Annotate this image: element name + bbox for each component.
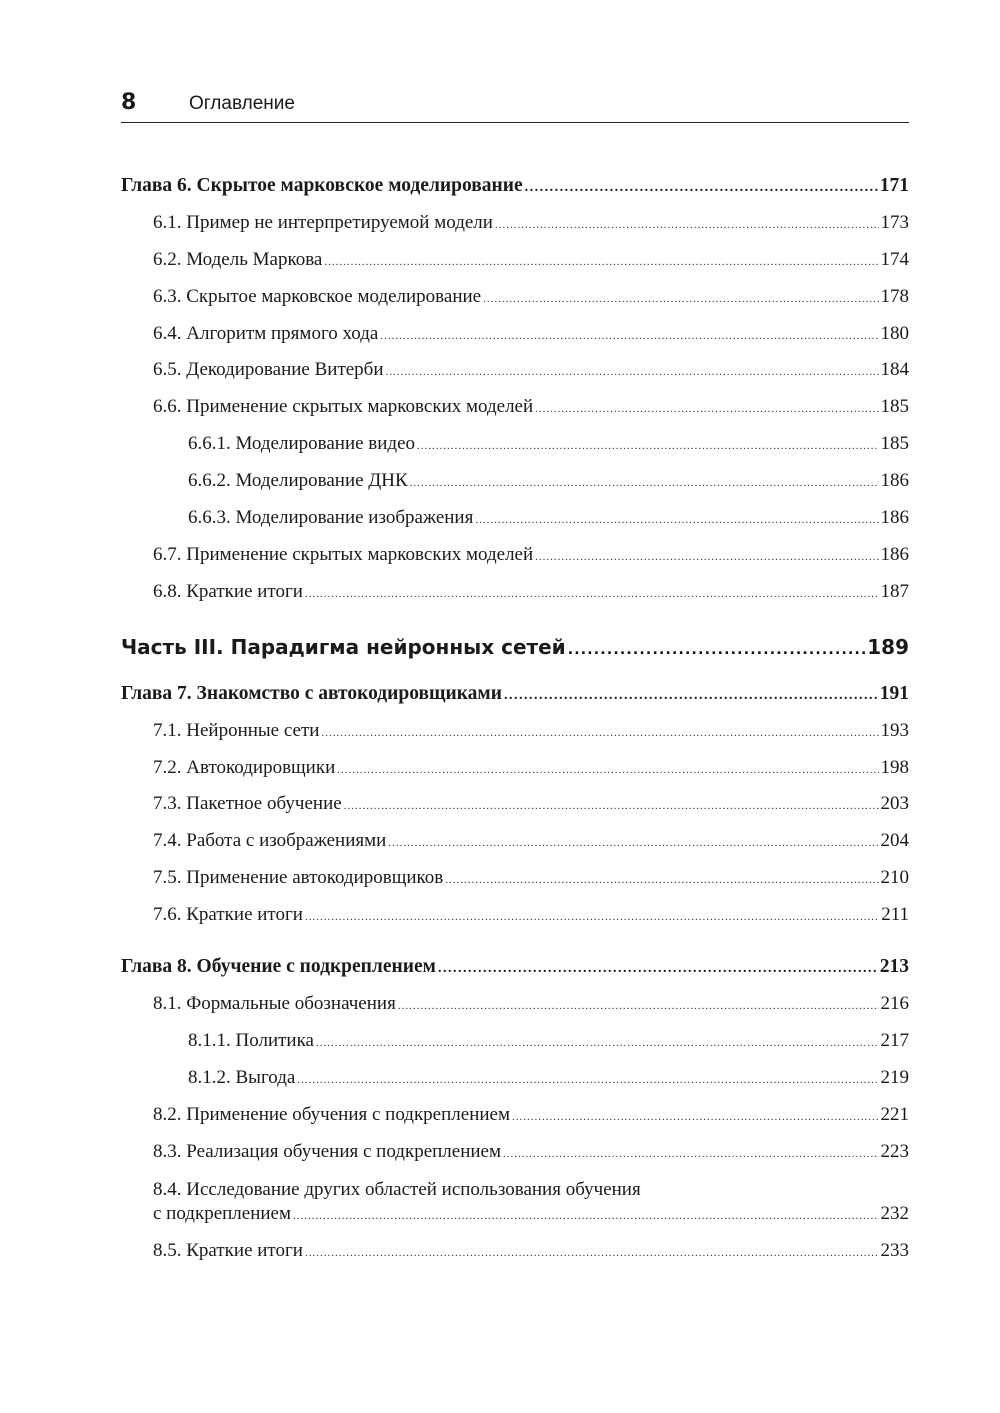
dot-leader <box>324 250 878 274</box>
dot-leader <box>305 582 879 606</box>
dot-leader <box>344 794 879 818</box>
toc-entry-page: 198 <box>880 757 909 778</box>
dot-leader <box>568 638 866 662</box>
toc-section-7-3[interactable] <box>121 792 909 818</box>
toc-entry-page: 233 <box>880 1240 909 1261</box>
toc-entry-label: 6.2. Модель Маркова <box>153 249 323 270</box>
running-title: Оглавление <box>189 93 295 114</box>
dot-leader <box>417 434 878 458</box>
toc-entry-page: 173 <box>880 212 909 233</box>
toc-entry-page: 223 <box>880 1141 909 1162</box>
toc-entry-page: 213 <box>879 956 909 977</box>
toc-entry-label: 6.1. Пример не интерпретируемой модели <box>153 212 493 233</box>
toc-entry-label: 7.1. Нейронные сети <box>153 720 320 741</box>
toc-subsection-8-1-1[interactable] <box>121 1029 909 1055</box>
toc-entry-label: 7.3. Пакетное обучение <box>153 793 342 814</box>
toc-entry-label: Глава 6. Скрытое марковское моделирование <box>121 175 523 196</box>
toc-section-7-4[interactable] <box>121 829 909 855</box>
toc-entry-label: 6.6.1. Моделирование видео <box>188 433 416 454</box>
toc-section-6-7[interactable] <box>121 543 909 569</box>
toc-entry-label: 6.6. Применение скрытых марковских моделей <box>153 396 534 417</box>
dot-leader <box>535 397 878 421</box>
toc-section-7-6[interactable] <box>121 903 909 929</box>
toc-section-6-4[interactable] <box>121 322 909 348</box>
toc-entry-label: 6.5. Декодирование Витерби <box>153 359 384 380</box>
toc-section-8-4[interactable] <box>121 1202 909 1228</box>
toc-section-7-5[interactable] <box>121 866 909 892</box>
toc-section-7-1[interactable] <box>121 719 909 745</box>
dot-leader <box>337 758 878 782</box>
toc-entry-label: 6.6.3. Моделирование изображения <box>188 507 474 528</box>
toc-entry-page: 174 <box>880 249 909 270</box>
toc-entry-label: 7.5. Применение автокодировщиков <box>153 867 444 888</box>
dot-leader <box>535 545 878 569</box>
toc-section-6-5[interactable] <box>121 358 909 384</box>
toc-section-8-2[interactable] <box>121 1103 909 1129</box>
toc-subsection-8-1-2[interactable] <box>121 1066 909 1092</box>
toc-entry-page: 191 <box>879 683 909 704</box>
toc-entry-label: 8.1.1. Политика <box>188 1030 314 1051</box>
dot-leader <box>398 994 879 1018</box>
toc-section-8-5[interactable] <box>121 1239 909 1265</box>
toc-chapter-6[interactable] <box>121 174 909 200</box>
dot-leader <box>297 1068 878 1092</box>
toc-entry-label: 8.2. Применение обучения с подкреплением <box>153 1104 510 1125</box>
toc-entry-page: 189 <box>867 635 909 659</box>
toc-entry-label: 7.4. Работа с изображениями <box>153 830 387 851</box>
toc-entry-page: 185 <box>880 433 909 454</box>
toc-section-6-1[interactable] <box>121 211 909 237</box>
toc-entry-page: 211 <box>881 904 909 925</box>
toc-entry-label: 8.3. Реализация обучения с подкреплением <box>153 1141 502 1162</box>
dot-leader <box>512 1105 879 1129</box>
dot-leader <box>525 176 878 200</box>
toc-chapter-7[interactable] <box>121 682 909 708</box>
toc-entry-page: 216 <box>880 993 909 1014</box>
toc-section-6-8[interactable] <box>121 580 909 606</box>
toc-section-6-6[interactable] <box>121 395 909 421</box>
toc-entry-label: 7.2. Автокодировщики <box>153 757 336 778</box>
toc-part-3[interactable] <box>121 635 909 662</box>
toc-section-8-3[interactable] <box>121 1140 909 1166</box>
dot-leader <box>386 360 879 384</box>
toc-section-7-2[interactable] <box>121 756 909 782</box>
dot-leader <box>503 1142 878 1166</box>
toc-entry-page: 187 <box>880 581 909 602</box>
toc-entry-page: 180 <box>880 323 909 344</box>
toc-entry-page: 232 <box>880 1203 909 1224</box>
toc-entry-page: 204 <box>880 830 909 851</box>
toc-entry-page: 185 <box>880 396 909 417</box>
toc-entry-label: 6.6.2. Моделирование ДНК <box>188 470 408 491</box>
toc-section-6-2[interactable] <box>121 248 909 274</box>
toc-chapter-8[interactable] <box>121 955 909 981</box>
dot-leader <box>438 957 878 981</box>
toc-entry-label: Глава 8. Обучение с подкреплением <box>121 956 436 977</box>
dot-leader <box>305 905 879 929</box>
dot-leader <box>305 1241 879 1265</box>
toc-entry-label: 6.3. Скрытое марковское моделирование <box>153 286 482 307</box>
dot-leader <box>495 213 879 237</box>
toc-entry-page: 221 <box>880 1104 909 1125</box>
toc-entry-page: 186 <box>880 507 909 528</box>
dot-leader <box>316 1031 879 1055</box>
dot-leader <box>483 287 878 311</box>
toc-section-6-3[interactable] <box>121 285 909 311</box>
toc-entry-page: 217 <box>880 1030 909 1051</box>
toc-section-8-4-line1[interactable]: 8.4. Исследование других областей использования обучения <box>153 1179 641 1200</box>
toc-entry-page: 203 <box>880 793 909 814</box>
toc-entry-page: 219 <box>880 1067 909 1088</box>
toc-entry-page: 210 <box>880 867 909 888</box>
page-number: 8 <box>121 90 137 115</box>
toc-entry-label: 6.7. Применение скрытых марковских моделей <box>153 544 534 565</box>
toc-entry-page: 186 <box>880 470 909 491</box>
toc-entry-label: 8.1.2. Выгода <box>188 1067 296 1088</box>
toc-entry-page: 193 <box>880 720 909 741</box>
toc-subsection-6-6-3[interactable] <box>121 506 909 532</box>
toc-entry-label: Часть III. Парадигма нейронных сетей <box>121 635 566 659</box>
toc-subsection-6-6-2[interactable] <box>121 469 909 495</box>
toc-entry-page: 178 <box>880 286 909 307</box>
dot-leader <box>475 508 878 532</box>
dot-leader <box>293 1204 878 1228</box>
dot-leader <box>380 324 878 348</box>
dot-leader <box>504 684 878 708</box>
toc-entry-label: 8.5. Краткие итоги <box>153 1240 303 1261</box>
toc-entry-page: 171 <box>879 175 909 196</box>
toc-entry-page: 184 <box>880 359 909 380</box>
toc-entry-label: Глава 7. Знакомство с автокодировщиками <box>121 683 502 704</box>
dot-leader <box>445 868 878 892</box>
toc-entry-label: 6.8. Краткие итоги <box>153 581 303 602</box>
toc-entry-label: 8.1. Формальные обозначения <box>153 993 396 1014</box>
dot-leader <box>321 721 878 745</box>
toc-entry-page: 186 <box>880 544 909 565</box>
toc-section-8-1[interactable] <box>121 992 909 1018</box>
toc-entry-label: с подкреплением <box>153 1203 292 1224</box>
toc-entry-label: 7.6. Краткие итоги <box>153 904 303 925</box>
dot-leader <box>388 831 878 855</box>
toc-entry-label: 6.4. Алгоритм прямого хода <box>153 323 379 344</box>
dot-leader <box>410 471 879 495</box>
toc-subsection-6-6-1[interactable] <box>121 432 909 458</box>
